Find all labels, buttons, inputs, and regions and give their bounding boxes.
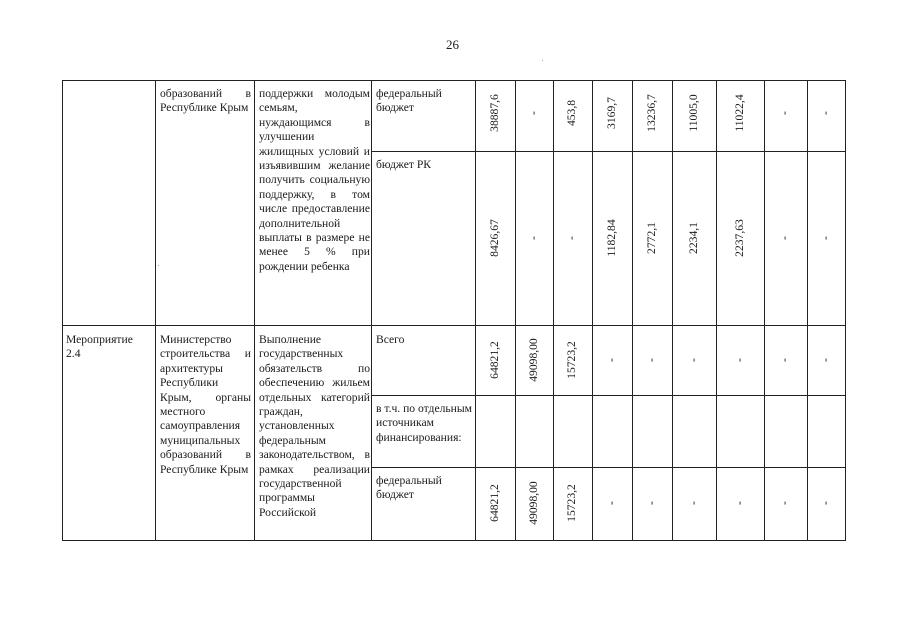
amount-cell: - (527, 111, 540, 115)
table-rule (371, 80, 372, 541)
amount-cell: - (687, 358, 700, 362)
scan-speck (158, 265, 159, 266)
amount-cell: - (645, 501, 658, 505)
table-rule (716, 80, 717, 541)
table-rule (62, 540, 845, 541)
amount-cell: 8426,67 (488, 219, 501, 257)
amount-cell: 38887,6 (488, 94, 501, 132)
amount-cell: - (645, 358, 658, 362)
table-rule (672, 80, 673, 541)
funding-source-label: Всего (376, 333, 405, 346)
amount-cell: - (819, 111, 832, 115)
executor-cell: образований в Республике Крым (160, 87, 251, 115)
table-rule (632, 80, 633, 541)
table-rule (371, 395, 845, 396)
funding-source-label: в т.ч. по отдельным источникам финансирования: (376, 402, 472, 444)
amount-cell: - (819, 236, 832, 240)
activity-cell: Мероприятие 2.4 (66, 333, 133, 361)
amount-cell: - (733, 358, 746, 362)
amount-cell: 2234,1 (687, 222, 700, 254)
page-number: 26 (446, 37, 459, 52)
amount-cell: 64821,2 (488, 341, 501, 379)
amount-cell: - (778, 501, 791, 505)
table-rule (155, 80, 156, 541)
executor-cell: Министерство строительства и архитектуры Республики Крым, органы местного самоуправления муниципальных образований в Республике Крым (160, 333, 251, 476)
amount-cell: - (687, 501, 700, 505)
amount-cell: 453,8 (565, 99, 578, 127)
table-rule (62, 80, 845, 81)
amount-cell: - (565, 236, 578, 240)
table-rule (764, 80, 765, 541)
scan-speck (542, 60, 543, 61)
table-rule (371, 467, 845, 468)
funding-source-label: федеральный бюджет (376, 87, 442, 115)
table-rule (62, 80, 63, 541)
amount-cell: - (819, 501, 832, 505)
amount-cell: 13236,7 (645, 94, 658, 132)
funding-source-label: бюджет РК (376, 158, 432, 171)
amount-cell: - (778, 358, 791, 362)
amount-cell: 49098,00 (527, 338, 540, 382)
amount-cell: - (605, 501, 618, 505)
table-rule (515, 80, 516, 541)
amount-cell: - (819, 358, 832, 362)
amount-cell: 11022,4 (733, 94, 746, 132)
description-cell: Выполнение государственных обязательств по обеспечению жильем отдельных категорий граждан, установленных федеральным законодательством, в рамках реализации государственной программы Российской (259, 333, 370, 519)
amount-cell: 3169,7 (605, 97, 618, 129)
table-rule (807, 80, 808, 541)
amount-cell: - (733, 501, 746, 505)
table-rule (371, 151, 845, 152)
amount-cell: 1182,84 (605, 219, 618, 257)
amount-cell: - (605, 358, 618, 362)
table-rule (254, 80, 255, 541)
table-rule (592, 80, 593, 541)
funding-source-label: федеральный бюджет (376, 474, 442, 502)
amount-cell: 64821,2 (488, 484, 501, 522)
amount-cell: - (778, 236, 791, 240)
amount-cell: - (527, 236, 540, 240)
amount-cell: 2237,63 (733, 219, 746, 257)
amount-cell: 2772,1 (645, 222, 658, 254)
table-rule (553, 80, 554, 541)
amount-cell: - (778, 111, 791, 115)
description-cell: поддержки молодым семьям, нуждающимся в улучшении жилищных условий и изъявившим желание получить социальную поддержку, в том числе предоставление дополнительной выплаты в размере не менее 5 % при рождении ребенка (259, 87, 370, 273)
amount-cell: 11005,0 (687, 94, 700, 132)
amount-cell: 15723,2 (565, 341, 578, 379)
table-rule (62, 325, 845, 326)
amount-cell: 15723,2 (565, 484, 578, 522)
table-rule (845, 80, 846, 541)
amount-cell: 49098,00 (527, 481, 540, 525)
table-rule (475, 80, 476, 541)
